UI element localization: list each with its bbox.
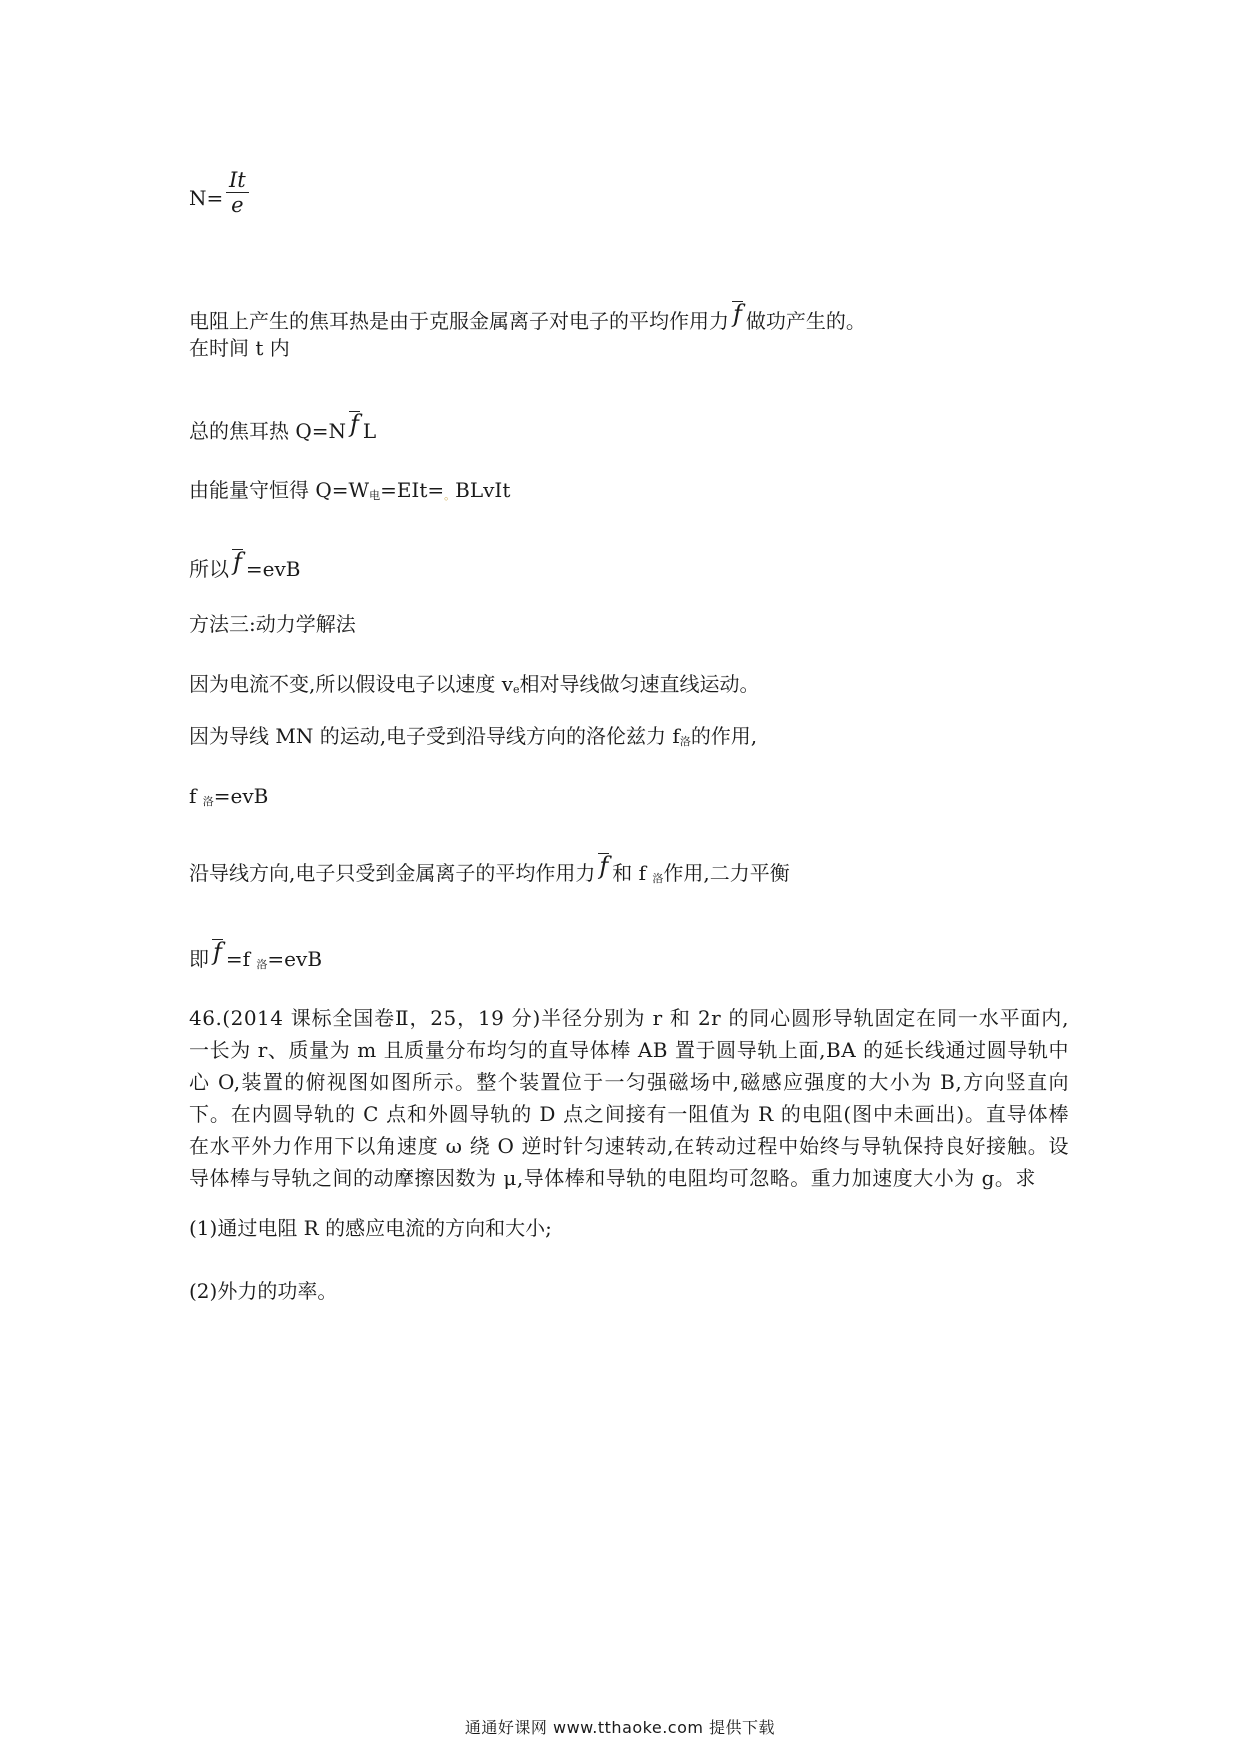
time-line <box>189 334 290 362</box>
f-bar-symbol: f <box>229 548 246 576</box>
text-run: 因为导线 MN 的运动,电子受到沿导线方向的洛伦兹力 f <box>189 724 680 748</box>
text-run: =f <box>225 947 251 971</box>
dot-mark: 。 <box>444 489 456 502</box>
so-line <box>189 548 300 583</box>
text-run: 由能量守恒得 Q=W <box>189 478 370 502</box>
text-run: =EIt= <box>380 478 445 502</box>
subscript: 洛 <box>202 795 214 808</box>
text-run: 因为电流不变,所以假设电子以速度 v <box>189 672 514 696</box>
text-run: BLvIt <box>455 478 511 502</box>
text-run: 做功产生的。 <box>745 309 866 333</box>
text-run: 和 f <box>612 861 647 885</box>
subscript: e <box>513 683 520 696</box>
footer-credit: 通通好课网 www.tthaoke.com 提供下载 <box>464 1718 776 1737</box>
f-bar-symbol: f <box>729 300 746 328</box>
text-run: 即 <box>189 947 209 971</box>
text-run: 的作用, <box>690 724 758 748</box>
subscript: 电 <box>369 489 381 502</box>
joule-heat-line <box>189 300 866 335</box>
n-denominator: e <box>231 193 244 217</box>
text-run: 相对导线做匀速直线运动。 <box>519 672 760 696</box>
text-run: (2)外力的功率。 <box>189 1279 338 1303</box>
n-numerator: It <box>226 168 249 193</box>
question-2 <box>189 1277 337 1305</box>
text-run: (1)通过电阻 R 的感应电流的方向和大小; <box>189 1216 552 1240</box>
lorentz-line <box>189 722 757 756</box>
total-heat-line <box>189 410 376 445</box>
energy-line <box>189 476 510 510</box>
method-three-heading <box>189 610 356 638</box>
text-run: 方法三:动力学解法 <box>189 612 356 636</box>
subscript: 洛 <box>256 958 268 971</box>
assume-line <box>189 670 760 704</box>
subscript: 洛 <box>679 735 691 748</box>
problem-46-text: 46.(2014 课标全国卷Ⅱ，25，19 分)半径分别为 r 和 2r 的同心圆形导轨固定在同一水平面内,一长为 r、质量为 m 且质量分布均匀的直导体棒 AB 置于圆导轨上面,BA 的延长线通过圆导轨中心 O,装置的俯视图如图所示。整个装置位于一匀强磁场中,磁感应强度的大小为 B,方向竖直向下。在内圆导轨的 C 点和外圆导轨的 D 点之间接有一阻值为 R 的电阻(图中未画出)。直导体棒在水平外力作用下以角速度 ω 绕 O 逆时针匀速转动,在转动过程中始终与导轨保持良好接触。设导体棒与导轨之间的动摩擦因数为 μ,导体棒和导轨的电阻均可忽略。重力加速度大小为 g。求 <box>189 1006 1069 1190</box>
n-equation <box>189 184 223 212</box>
text-run: 电阻上产生的焦耳热是由于克服金属离子对电子的平均作用力 <box>189 309 729 333</box>
text-run: 沿导线方向,电子只受到金属离子的平均作用力 <box>189 861 596 885</box>
balance-line <box>189 852 790 893</box>
f-bar-symbol: f <box>595 852 612 880</box>
n-fraction <box>226 168 249 217</box>
f-lorentz-equation <box>189 782 268 816</box>
text-run: 所以 <box>189 557 229 581</box>
text-run: 作用,二力平衡 <box>663 861 790 885</box>
equality-line <box>189 938 322 979</box>
question-1 <box>189 1214 552 1242</box>
text-run: =evB <box>267 947 323 971</box>
text-run: 在时间 t 内 <box>189 336 290 360</box>
text-run: =evB <box>213 784 269 808</box>
text-run: L <box>362 419 377 443</box>
f-bar-symbol: f <box>346 410 363 438</box>
n-prefix: N= <box>189 186 224 210</box>
f-bar-symbol: f <box>209 938 226 966</box>
text-run: =evB <box>245 557 301 581</box>
subscript: 洛 <box>652 872 664 885</box>
text-run: f <box>189 784 197 808</box>
text-run: 总的焦耳热 Q=N <box>189 419 347 443</box>
